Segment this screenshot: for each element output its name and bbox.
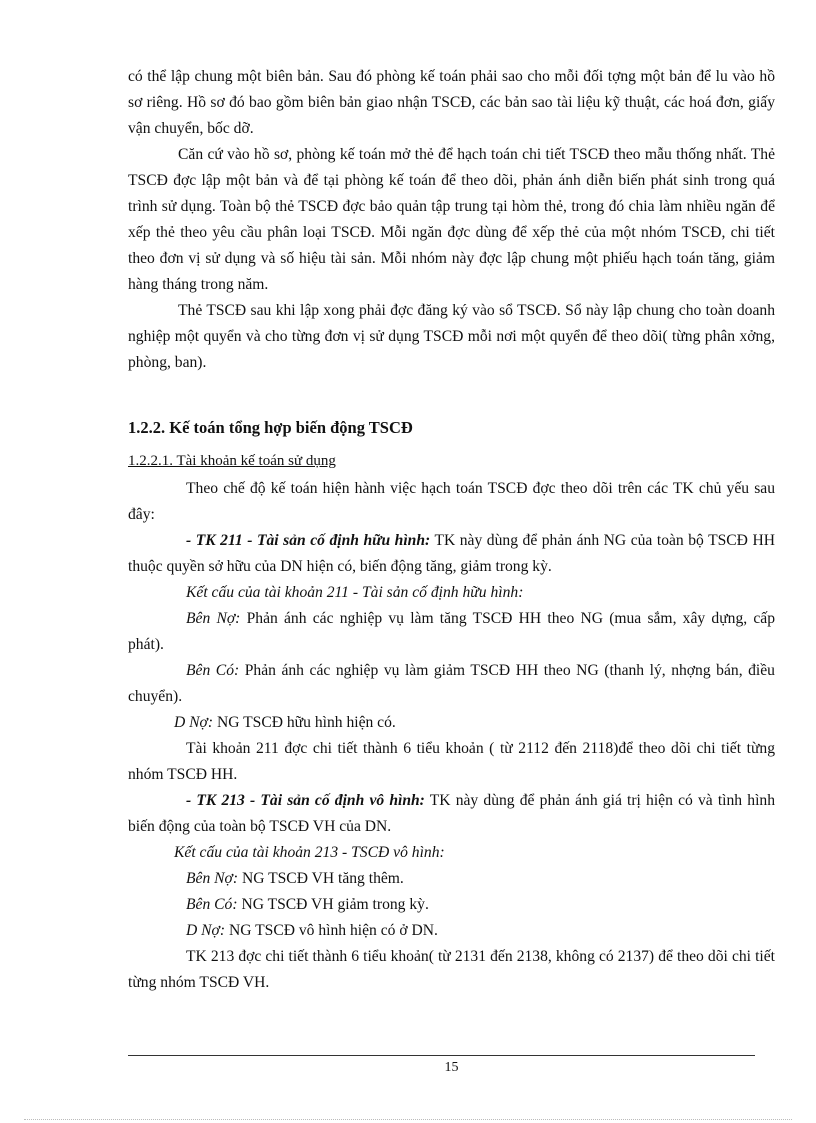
tk213-paragraph: [128, 788, 775, 840]
paragraph-2: Căn cứ vào hồ sơ, phòng kế toán mở thẻ để hạch toán chi tiết TSCĐ theo mẫu thống nhất. Thẻ TSCĐ đợc lập một bản và để tại phòng kế toán để theo dõi, phản ánh diễn biến phát sinh trong quá trình sử dụng. Toàn bộ thẻ TSCĐ đợc bảo quản tập trung tại hòm thẻ, trong đó chia làm nhiều ngăn để xếp thẻ theo yêu cầu phân loại TSCĐ. Mỗi ngăn đợc dùng để xếp thẻ của một nhóm TSCĐ, chi tiết theo đơn vị sử dụng và số hiệu tài sản. Mỗi nhóm này đợc lập chung một phiếu hạch toán tăng, giảm hàng tháng trong năm.: [128, 146, 775, 293]
tk213-title: - TK 213 - Tài sản cố định vô hình:: [186, 792, 425, 809]
tk213-debit-label: Bên Nợ:: [186, 870, 239, 887]
tk211-detail: Tài khoản 211 đợc chi tiết thành 6 tiểu khoản ( từ 2112 đến 2118)để theo dõi chi tiết từng nhóm TSCĐ HH.: [128, 740, 775, 783]
sub-heading: 1.2.2.1. Tài khoản kế toán sử dụng: [128, 453, 336, 469]
tk211-debit: [128, 606, 775, 658]
tk211-title: - TK 211 - Tài sản cố định hữu hình:: [186, 532, 431, 549]
tk211-credit: [128, 658, 775, 710]
page-bottom-dotted-line: [24, 1119, 792, 1120]
spacer: [128, 376, 775, 402]
paragraph-3: Thẻ TSCĐ sau khi lập xong phải đợc đăng ký vào sổ TSCĐ. Sổ này lập chung cho toàn doanh nghiệp một quyển và cho từng đơn vị sử dụng TSCĐ mỗi nơi một quyển để theo dõi( từng phân xởng, phòng, ban).: [128, 302, 775, 371]
tk213-debit-text: NG TSCĐ VH tăng thêm.: [238, 870, 404, 887]
tk211-debit-label: Bên Nợ:: [186, 610, 241, 627]
paragraph-1: có thể lập chung một biên bản. Sau đó phòng kế toán phải sao cho mỗi đối tợng một bản để lu vào hồ sơ riêng. Hồ sơ đó bao gồm biên bản giao nhận TSCĐ, các bản sao tài liệu kỹ thuật, các hoá đơn, giấy vận chuyển, bốc dỡ.: [128, 68, 775, 137]
tk211-desc: TK này dùng để phản ánh NG của toàn bộ TSCĐ HH thuộc quyền sở hữu của DN hiện có, biến động tăng, giảm trong kỳ.: [128, 532, 775, 575]
footer-divider: [128, 1055, 755, 1056]
tk213-debit: [128, 866, 775, 892]
tk211-balance-label: D Nợ:: [174, 714, 214, 731]
tk211-credit-label: Bên Có:: [186, 662, 240, 679]
tk211-balance: [128, 710, 775, 736]
document-body: [128, 64, 775, 996]
tk213-desc: TK này dùng để phản ánh giá trị hiện có và tình hình biến động của toàn bộ TSCĐ VH của DN.: [128, 792, 775, 835]
tk213-credit: [128, 892, 775, 918]
tk213-balance-text: NG TSCĐ vô hình hiện có ở DN.: [225, 922, 438, 939]
tk211-credit-text: Phản ánh các nghiệp vụ làm giảm TSCĐ HH theo NG (thanh lý, nhợng bán, điều chuyển).: [128, 662, 775, 705]
tk213-structure: Kết cấu của tài khoản 213 - TSCĐ vô hình:: [174, 844, 445, 861]
tk213-detail: TK 213 đợc chi tiết thành 6 tiểu khoản( từ 2131 đến 2138, không có 2137) để theo dõi chi tiết từng nhóm TSCĐ VH.: [128, 948, 775, 991]
section-heading: 1.2.2. Kế toán tổng hợp biến động TSCĐ: [128, 418, 413, 437]
tk213-balance-label: D Nợ:: [186, 922, 226, 939]
tk213-credit-label: Bên Có:: [186, 896, 238, 913]
tk211-paragraph: [128, 528, 775, 580]
tk211-debit-text: Phản ánh các nghiệp vụ làm tăng TSCĐ HH theo NG (mua sắm, xây dựng, cấp phát).: [128, 610, 776, 653]
tk211-balance-text: NG TSCĐ hữu hình hiện có.: [213, 714, 396, 731]
intro-paragraph: Theo chế độ kế toán hiện hành việc hạch toán TSCĐ đợc theo dõi trên các TK chủ yếu sau đây:: [128, 480, 775, 523]
tk213-balance: [128, 918, 775, 944]
tk211-structure: Kết cấu của tài khoản 211 - Tài sản cố định hữu hình:: [186, 584, 524, 601]
tk213-credit-text: NG TSCĐ VH giảm trong kỳ.: [237, 896, 429, 913]
page-number: 15: [444, 1060, 459, 1075]
